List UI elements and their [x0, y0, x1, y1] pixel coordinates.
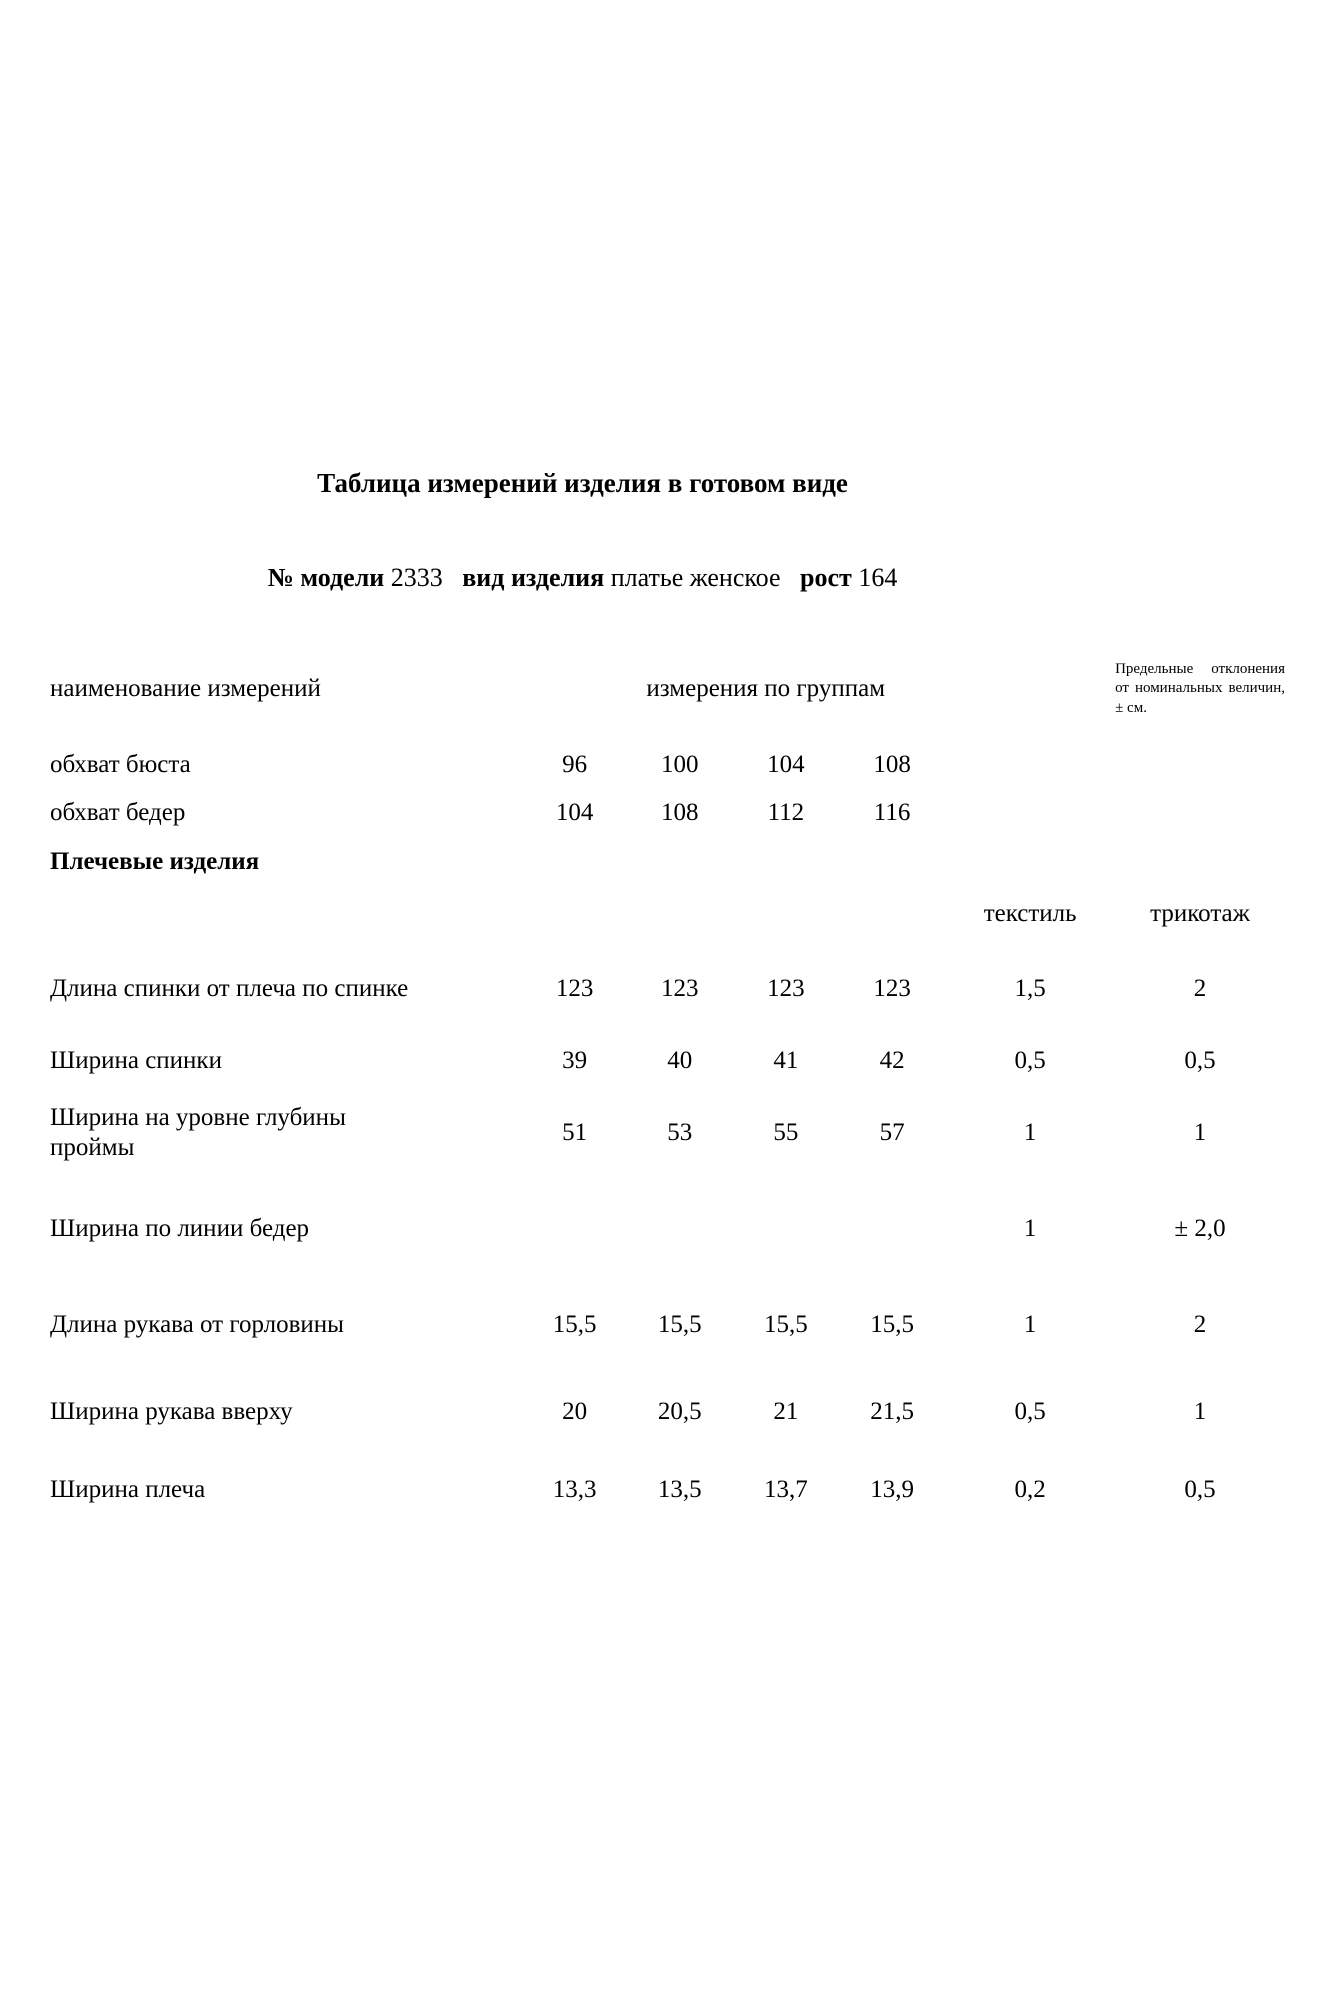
deviation-subheader-row	[50, 887, 1285, 941]
row-cell-empty	[733, 887, 839, 941]
model-row-spacer	[1115, 549, 1285, 607]
row-label: Ширина плеча	[50, 1475, 206, 1503]
row-knit-deviation: 2	[1193, 1311, 1207, 1338]
row-knit-deviation: 0,5	[1184, 1047, 1216, 1074]
spacer-cell	[50, 607, 416, 637]
row-value: 13,9	[870, 1476, 914, 1503]
row-cell-empty	[523, 837, 627, 887]
row-knit-deviation: ± 2,0	[1174, 1215, 1226, 1242]
row-textile-deviation: 1,5	[1014, 975, 1046, 1002]
row-value: 42	[879, 1047, 905, 1074]
row-knit-deviation: 1	[1193, 1398, 1207, 1425]
row-value: 15,5	[870, 1311, 914, 1338]
spacer-cell	[733, 607, 839, 637]
table-row	[50, 1181, 1285, 1277]
row-value: 96	[562, 751, 588, 778]
spacer-cell	[839, 511, 945, 549]
row-value: 123	[555, 975, 594, 1002]
row-label: Длина спинки от плеча по спинке	[50, 974, 409, 1002]
table-row	[50, 1451, 1285, 1529]
row-cell-empty	[416, 1037, 522, 1085]
row-value: 100	[660, 751, 699, 778]
row-label: обхват бюста	[50, 750, 191, 778]
row-value	[627, 1181, 733, 1277]
spacer-cell	[627, 511, 733, 549]
height-value: 164	[858, 563, 898, 592]
section-title: Плечевые изделия	[50, 847, 260, 875]
table-row	[50, 1085, 1285, 1181]
row-value: 123	[660, 975, 699, 1002]
spacer-row-2	[50, 607, 1285, 637]
table-row	[50, 1037, 1285, 1085]
row-value: 39	[562, 1047, 588, 1074]
header-name-col: наименование измерений	[50, 674, 321, 702]
row-value: 108	[873, 751, 911, 778]
spacer-cell	[523, 607, 627, 637]
section-title-row	[50, 837, 1285, 887]
row-cell-empty	[416, 741, 522, 789]
header-groups-col: измерения по группам	[646, 675, 886, 702]
row-value: 15,5	[657, 1311, 702, 1338]
page-title: Таблица измерений изделия в готовом виде	[317, 467, 848, 498]
product-label: вид изделия	[462, 563, 605, 592]
table-header-row	[50, 637, 1285, 741]
row-label: Ширина по линии бедер	[50, 1214, 310, 1242]
row-value	[733, 1181, 839, 1277]
row-value: 13,7	[764, 1476, 808, 1503]
row-value: 41	[773, 1047, 799, 1074]
row-cell-empty	[1115, 741, 1285, 789]
row-knit-deviation: 0,5	[1184, 1476, 1216, 1503]
row-cell-empty	[416, 789, 522, 837]
row-value: 57	[879, 1119, 905, 1146]
model-label: № модели	[267, 563, 385, 592]
row-value: 21,5	[870, 1398, 914, 1425]
row-value: 20	[562, 1398, 588, 1425]
spacer-cell	[416, 607, 522, 637]
row-cell-empty	[416, 1277, 522, 1373]
row-value: 15,5	[552, 1311, 597, 1338]
row-textile-deviation: 0,2	[1014, 1476, 1046, 1503]
measurement-sheet	[50, 455, 1285, 1529]
subheader-textile: текстиль	[983, 900, 1077, 927]
row-textile-deviation: 1	[1023, 1119, 1037, 1146]
spacer-cell	[945, 607, 1115, 637]
row-value: 55	[773, 1119, 799, 1146]
row-cell-empty	[945, 741, 1115, 789]
row-textile-deviation: 1	[1023, 1215, 1037, 1242]
table-row	[50, 1277, 1285, 1373]
height-label: рост	[800, 563, 852, 592]
row-textile-deviation: 0,5	[1014, 1047, 1046, 1074]
row-value: 112	[767, 799, 805, 826]
row-cell-empty	[627, 887, 733, 941]
spacer-cell	[416, 511, 522, 549]
row-textile-deviation: 1	[1023, 1311, 1037, 1338]
table-row	[50, 741, 1285, 789]
row-label: Длина рукава от горловины	[50, 1310, 344, 1338]
spacer-cell	[945, 511, 1115, 549]
row-cell-empty	[416, 1373, 522, 1451]
row-textile-deviation: 0,5	[1014, 1398, 1046, 1425]
row-label: Ширина рукава вверху	[50, 1397, 293, 1425]
row-cell-empty	[416, 1181, 522, 1277]
row-value: 123	[873, 975, 911, 1002]
row-cell-empty	[1115, 837, 1285, 887]
row-cell-empty	[416, 887, 522, 941]
title-row	[50, 455, 1285, 511]
table-row	[50, 789, 1285, 837]
spacer-cell	[50, 511, 416, 549]
row-cell-empty	[733, 837, 839, 887]
row-knit-deviation: 1	[1193, 1119, 1207, 1146]
row-value: 53	[667, 1119, 693, 1146]
spacer-cell	[839, 607, 945, 637]
row-value: 108	[660, 799, 699, 826]
header-deviation-col: Предельные отклонения от номинальных величин, ± см.	[1115, 660, 1285, 716]
subheader-knit: трикотаж	[1150, 900, 1250, 927]
spacer-row-1	[50, 511, 1285, 549]
row-value: 15,5	[764, 1311, 808, 1338]
model-info-row	[50, 549, 1285, 607]
row-cell-empty	[945, 789, 1115, 837]
row-value: 116	[873, 799, 911, 826]
row-value: 20,5	[657, 1398, 702, 1425]
title-row-spacer	[1115, 455, 1285, 511]
row-cell-empty	[627, 837, 733, 887]
row-cell-empty	[945, 837, 1115, 887]
row-cell-empty	[1115, 789, 1285, 837]
row-cell-empty	[416, 837, 522, 887]
spacer-cell	[523, 511, 627, 549]
row-cell-empty	[839, 887, 945, 941]
row-value	[523, 1181, 627, 1277]
row-cell-empty	[50, 887, 416, 941]
spacer-cell	[1115, 607, 1285, 637]
product-value: платье женское	[610, 563, 781, 592]
row-cell-empty	[416, 1085, 522, 1181]
row-label: обхват бедер	[50, 798, 186, 826]
row-cell-empty	[416, 1451, 522, 1529]
row-value: 13,3	[552, 1476, 597, 1503]
row-value: 40	[667, 1047, 693, 1074]
row-value	[839, 1181, 945, 1277]
row-label: Ширина на уровне глубины проймы	[50, 1103, 346, 1161]
row-value: 104	[555, 799, 594, 826]
row-knit-deviation: 2	[1193, 975, 1207, 1002]
row-value: 123	[767, 975, 805, 1002]
table-row	[50, 941, 1285, 1037]
row-label: Ширина спинки	[50, 1046, 222, 1074]
model-value: 2333	[390, 563, 443, 592]
spacer-cell	[1115, 511, 1285, 549]
row-value: 104	[767, 751, 805, 778]
row-cell-empty	[839, 837, 945, 887]
row-cell-empty	[523, 887, 627, 941]
row-cell-empty	[416, 941, 522, 1037]
table-row	[50, 1373, 1285, 1451]
spacer-cell	[627, 607, 733, 637]
row-value: 21	[773, 1398, 799, 1425]
measurement-table	[50, 455, 1285, 1529]
spacer-cell	[733, 511, 839, 549]
row-value: 51	[562, 1119, 588, 1146]
model-info	[50, 549, 1115, 607]
row-value: 13,5	[657, 1476, 702, 1503]
